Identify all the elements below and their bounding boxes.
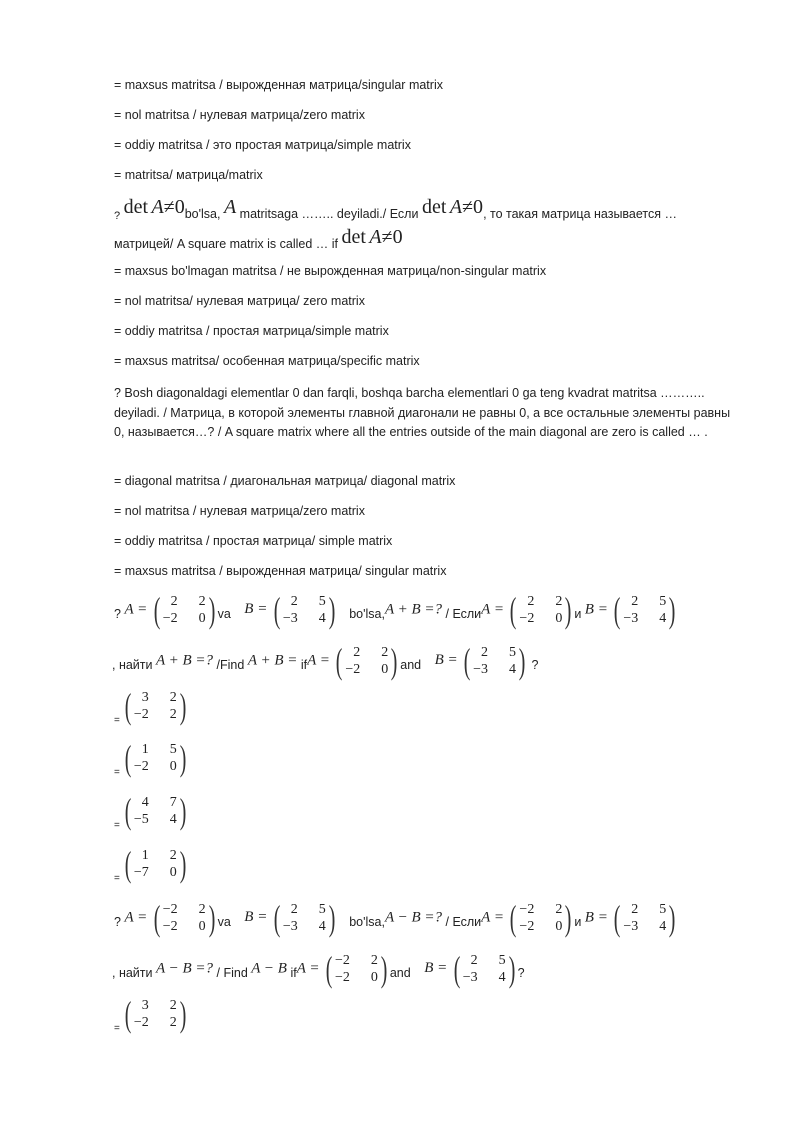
question-text: [114, 900, 678, 936]
matrix-option: $_=$ ( 1 5 −2 0 ): [114, 740, 189, 778]
text-fragment: , найти: [112, 658, 153, 673]
text-fragment: / Если: [445, 607, 482, 622]
matrix-cell: 2: [631, 901, 639, 917]
paren-right: ): [208, 590, 215, 630]
option-text: = matritsa/ матрица/matrix: [114, 168, 263, 182]
matrix-B: [611, 592, 678, 628]
matrix-grid: [134, 795, 177, 828]
text-fragment: matritsaga …….. deyiladi./ Если: [239, 207, 419, 221]
paren-right: ): [518, 641, 526, 681]
math-eq: A =: [124, 601, 148, 618]
paren-left: (: [124, 738, 132, 778]
paren-left: (: [153, 590, 160, 630]
matrix-cell: 2: [198, 901, 206, 917]
matrix-cell: −3: [473, 661, 489, 677]
text-fragment: ?: [531, 658, 539, 673]
matrix-cell: 2: [555, 901, 563, 917]
matrix-option: $_=$ ( 1 2 −7 0 ): [114, 846, 189, 884]
option-text: = oddiy matritsa / это простая матрица/simple matrix: [114, 138, 411, 152]
matrix-cell: 5: [498, 952, 506, 968]
matrix-B: [451, 951, 518, 987]
math-expr: A + B =?: [384, 601, 443, 618]
matrix-cell: 2: [370, 952, 378, 968]
option-text: = maxsus bo'lmagan matritsa / не вырожденная матрица/non-singular matrix: [114, 264, 547, 278]
paren-right: ): [179, 844, 187, 884]
paren-right: ): [179, 994, 187, 1034]
math-eq: B =: [424, 960, 448, 977]
math-var: A: [369, 226, 382, 248]
det-symbol: det: [341, 226, 366, 248]
matrix-cell: 0: [169, 758, 177, 774]
math-expr: A − B =?: [384, 909, 443, 926]
matrix-B: [271, 900, 338, 936]
math-neq: ≠0: [381, 226, 403, 248]
matrix-grid: [134, 690, 177, 723]
option-text: = nol matritsa / нулевая матрица/zero matrix: [114, 108, 365, 122]
paren-right: ): [208, 898, 215, 938]
question-text: [114, 196, 677, 222]
matrix-cell: −3: [282, 610, 298, 626]
matrix-A: [333, 643, 400, 679]
matrix-cell: −2: [162, 901, 178, 917]
matrix-A: [507, 592, 574, 628]
text-fragment: ?: [517, 966, 525, 981]
matrix-cell: 2: [470, 952, 478, 968]
matrix-cell: 1: [141, 741, 149, 757]
paren-right: ): [380, 949, 388, 989]
matrix-cell: 2: [290, 901, 298, 917]
matrix-cell: −2: [519, 918, 535, 934]
matrix-grid: [163, 902, 206, 935]
matrix-A: [507, 900, 574, 936]
matrix-cell: 2: [169, 997, 177, 1013]
paren-right: ): [668, 898, 676, 938]
paren-left: (: [124, 686, 132, 726]
option-text: = oddiy matritsa / простая матрица/simple matrix: [114, 324, 389, 338]
matrix-grid: [623, 902, 666, 935]
matrix-option: $_=$ ( 4 7 −5 4 ): [114, 793, 189, 831]
matrix-grid: [134, 742, 177, 775]
question-mark: ?: [114, 915, 121, 930]
matrix-cell: −3: [282, 918, 298, 934]
math-neq: ≠0: [163, 196, 185, 218]
text-fragment: матрицей/ A square matrix is called … if: [114, 237, 338, 251]
paren-left: (: [510, 898, 517, 938]
option-matrix: [122, 996, 189, 1032]
matrix-cell: −2: [162, 610, 178, 626]
matrix-cell: 0: [555, 918, 563, 934]
paren-left: (: [614, 898, 621, 938]
matrix-cell: 3: [141, 689, 149, 705]
text-fragment: bo'lsa,: [349, 607, 385, 622]
paren-right: ): [390, 641, 398, 681]
matrix-cell: 4: [659, 918, 667, 934]
matrix-cell: 2: [290, 593, 298, 609]
det-symbol: det: [421, 196, 447, 218]
text-fragment: if: [300, 658, 308, 673]
text-fragment: / Если: [445, 915, 482, 930]
matrix-cell: 2: [631, 593, 639, 609]
paren-left: (: [336, 641, 343, 681]
matrix-cell: 2: [169, 847, 177, 863]
matrix-cell: 0: [370, 969, 378, 985]
option-matrix: [122, 740, 189, 776]
matrix-cell: 4: [509, 661, 517, 677]
matrix-cell: −2: [133, 758, 149, 774]
matrix-cell: −7: [133, 864, 149, 880]
text-fragment: and: [389, 966, 411, 981]
text-fragment: if: [290, 966, 297, 981]
matrix-A: [323, 951, 390, 987]
matrix-cell: 4: [318, 918, 326, 934]
matrix-cell: −5: [133, 811, 149, 827]
matrix-grid: [473, 645, 516, 678]
math-expr: A + B =?: [155, 652, 214, 669]
matrix-cell: 5: [659, 901, 667, 917]
matrix-cell: −3: [462, 969, 478, 985]
math-eq: B =: [584, 909, 608, 926]
matrix-cell: 1: [141, 847, 149, 863]
math-eq: B =: [244, 909, 268, 926]
math-expr: A − B =?: [155, 960, 214, 977]
option-matrix: [122, 793, 189, 829]
option-text: = maxsus matritsa / вырожденная матрица/singular matrix: [114, 78, 443, 92]
matrix-grid: [345, 645, 388, 678]
text-fragment: , найти: [112, 966, 153, 981]
math-eq: A =: [124, 909, 148, 926]
matrix-cell: 4: [318, 610, 326, 626]
matrix-B: [611, 900, 678, 936]
paren-left: (: [510, 590, 517, 630]
matrix-B: [461, 643, 528, 679]
option-text: = nol matritsa/ нулевая матрица/ zero matrix: [114, 294, 365, 308]
option-text: = nol matritsa / нулевая матрица/zero matrix: [114, 504, 365, 518]
math-var: A: [151, 196, 164, 218]
matrix-cell: 0: [169, 864, 177, 880]
text-fragment: va: [217, 607, 231, 622]
math-eq: B =: [434, 652, 458, 669]
matrix-grid: [283, 594, 326, 627]
paren-right: ): [179, 686, 187, 726]
matrix-cell: 5: [318, 593, 326, 609]
matrix-cell: 2: [169, 689, 177, 705]
matrix-grid: [519, 902, 562, 935]
text-fragment: va: [217, 915, 231, 930]
matrix-cell: −2: [345, 661, 361, 677]
matrix-cell: 2: [481, 644, 489, 660]
matrix-cell: 2: [198, 593, 206, 609]
option-text: = oddiy matritsa / простая матрица/ simple matrix: [114, 534, 393, 548]
math-neq: ≠0: [462, 196, 484, 218]
paren-right: ): [179, 738, 187, 778]
question-text: [114, 592, 678, 628]
matrix-cell: 2: [169, 1014, 177, 1030]
matrix-cell: 0: [381, 661, 389, 677]
matrix-grid: [335, 953, 378, 986]
matrix-grid: [134, 848, 177, 881]
matrix-cell: 0: [555, 610, 563, 626]
paren-left: (: [463, 641, 471, 681]
math-expr: A + B =: [247, 652, 298, 669]
text-fragment: / Find: [216, 966, 248, 981]
text-fragment: и: [574, 607, 582, 622]
option-matrix: [122, 688, 189, 724]
paren-right: ): [668, 590, 676, 630]
matrix-grid: [519, 594, 562, 627]
matrix-cell: 7: [169, 794, 177, 810]
paren-left: (: [273, 898, 281, 938]
matrix-cell: −3: [623, 918, 639, 934]
text-fragment: and: [400, 658, 422, 673]
paren-left: (: [124, 844, 132, 884]
matrix-grid: [283, 902, 326, 935]
matrix-B: [271, 592, 338, 628]
paren-right: ): [179, 791, 187, 831]
text-fragment: bo'lsa,: [184, 207, 221, 221]
matrix-A: [151, 592, 218, 628]
paren-left: (: [325, 949, 333, 989]
text-fragment: /Find: [216, 658, 245, 673]
math-eq: A =: [481, 601, 504, 618]
math-eq: A =: [481, 909, 504, 926]
matrix-grid: [163, 594, 206, 627]
question-mark: ?: [114, 210, 121, 222]
option-text: = diagonal matritsa / диагональная матрица/ diagonal matrix: [114, 474, 456, 488]
paren-right: ): [328, 898, 336, 938]
text-fragment: bo'lsa,: [349, 915, 385, 930]
text-fragment: и: [574, 915, 582, 930]
matrix-option: $_=$ ( 3 2 −2 2 ): [114, 688, 189, 726]
matrix-grid: [623, 594, 666, 627]
matrix-cell: −2: [133, 1014, 149, 1030]
math-eq: B =: [244, 601, 268, 618]
matrix-cell: −2: [519, 901, 535, 917]
matrix-cell: −2: [133, 706, 149, 722]
paren-left: (: [124, 994, 132, 1034]
matrix-cell: 5: [318, 901, 326, 917]
option-text: = maxsus matritsa / вырожденная матрица/ singular matrix: [114, 564, 447, 578]
matrix-cell: −2: [162, 918, 178, 934]
paren-right: ): [565, 590, 572, 630]
question-mark: ?: [114, 607, 121, 622]
matrix-grid: [463, 953, 506, 986]
matrix-cell: 4: [659, 610, 667, 626]
matrix-cell: 4: [498, 969, 506, 985]
matrix-cell: −2: [519, 610, 535, 626]
question-text: ? Bosh diagonaldagi elementlar 0 dan farqli, boshqa barcha elementlari 0 ga teng kvadrat matritsa ……….. deyiladi. / Матрица, в которой элементы главной диагонали не равны 0, а все остальные элементы равны 0, называется…? / A square matrix where all the entries outside of the main diagonal are zero is called … .: [114, 386, 731, 439]
matrix-cell: 4: [141, 794, 149, 810]
question-text: [112, 951, 525, 987]
det-symbol: det: [123, 196, 149, 218]
paren-right: ): [565, 898, 572, 938]
option-text: = maxsus matritsa/ особенная матрица/specific matrix: [114, 354, 420, 368]
matrix-grid: [134, 998, 177, 1031]
paren-right: ): [508, 949, 515, 989]
paren-left: (: [153, 898, 160, 938]
matrix-cell: −3: [623, 610, 639, 626]
matrix-cell: 0: [198, 610, 206, 626]
paren-left: (: [614, 590, 621, 630]
matrix-cell: 2: [169, 706, 177, 722]
matrix-cell: 2: [555, 593, 563, 609]
option-matrix: [122, 846, 189, 882]
text-fragment: , то такая матрица называется …: [483, 207, 678, 221]
math-eq: A =: [307, 652, 330, 669]
math-eq: B =: [584, 601, 608, 618]
paren-left: (: [124, 791, 132, 831]
matrix-option: $_=$ ( 3 2 −2 2 ): [114, 996, 189, 1034]
question-text: [112, 643, 538, 679]
matrix-cell: 4: [169, 811, 177, 827]
matrix-cell: 2: [527, 593, 535, 609]
question-text: [114, 226, 403, 249]
matrix-cell: −2: [334, 969, 350, 985]
math-eq: A =: [296, 960, 320, 977]
matrix-cell: 5: [169, 741, 177, 757]
matrix-cell: 2: [170, 593, 178, 609]
paren-right: ): [328, 590, 336, 630]
matrix-cell: −2: [334, 952, 350, 968]
matrix-cell: 0: [198, 918, 206, 934]
matrix-cell: 2: [353, 644, 361, 660]
math-var: A: [449, 196, 463, 218]
matrix-A: [151, 900, 218, 936]
matrix-cell: 5: [659, 593, 667, 609]
math-var: A: [223, 196, 237, 218]
matrix-cell: 3: [141, 997, 149, 1013]
matrix-cell: 5: [509, 644, 517, 660]
matrix-cell: 2: [381, 644, 389, 660]
paren-left: (: [273, 590, 281, 630]
paren-left: (: [453, 949, 461, 989]
math-expr: A − B: [251, 960, 287, 977]
